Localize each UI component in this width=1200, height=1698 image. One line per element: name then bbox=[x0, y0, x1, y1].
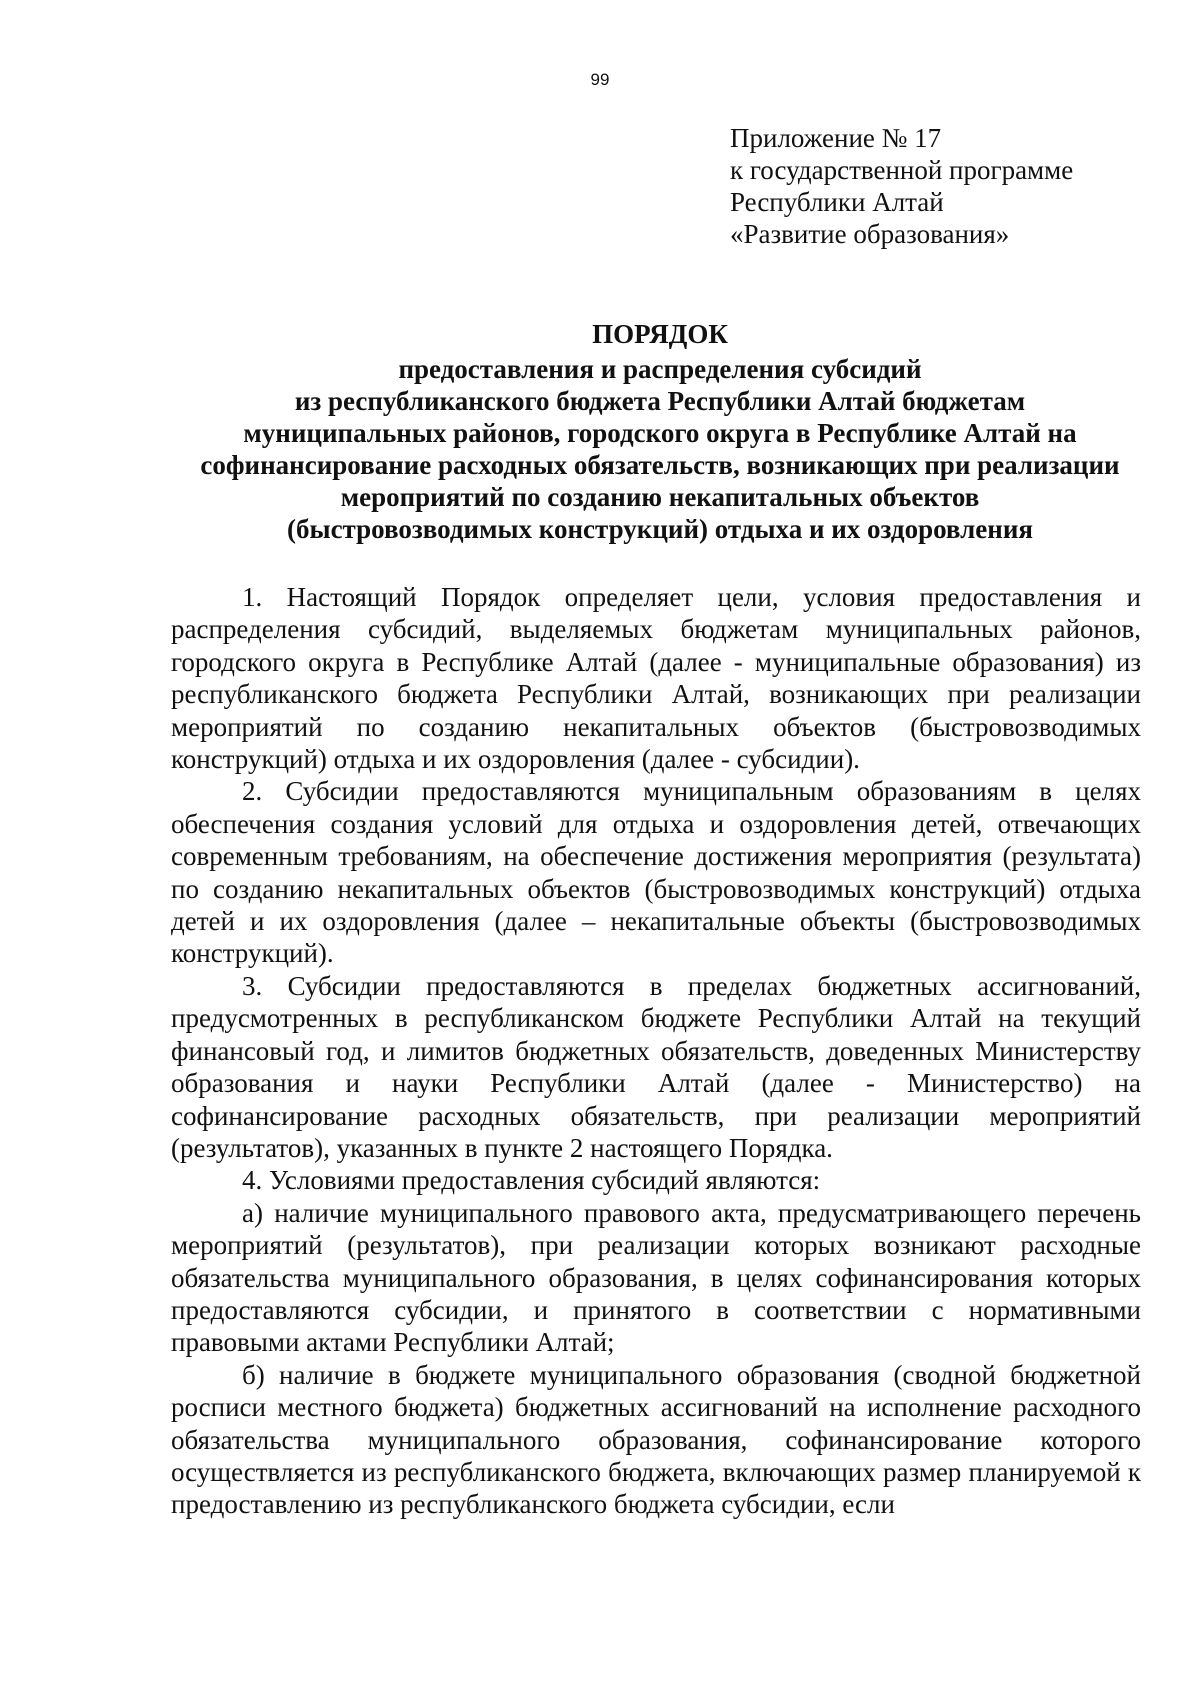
paragraph-4: 4. Условиями предоставления субсидий являются: bbox=[242, 1165, 821, 1196]
title-line: из республиканского бюджета Республики Алтай бюджетам bbox=[294, 386, 1026, 416]
title-line: (быстровозводимых конструкций) отдыха и их оздоровления bbox=[287, 514, 1033, 544]
title-line: предоставления и распределения субсидий bbox=[398, 354, 922, 384]
appendix-line: Республики Алтай bbox=[730, 187, 944, 217]
title-line: мероприятий по созданию некапитальных объектов bbox=[340, 482, 980, 512]
title-line: софинансирование расходных обязательств, возникающих при реализации bbox=[200, 450, 1120, 480]
appendix-line: к государственной программе bbox=[730, 155, 1074, 185]
title-line: муниципальных районов, городского округа в Республике Алтай на bbox=[243, 418, 1077, 448]
title-main: ПОРЯДОК bbox=[592, 319, 728, 349]
appendix-line: «Развитие образования» bbox=[730, 219, 1010, 249]
page-number: 99 bbox=[590, 70, 610, 89]
appendix-header bbox=[730, 122, 1170, 250]
paragraph-4b: б) наличие в бюджете муниципального образования (сводной бюджетной росписи местного бюджета) бюджетных ассигнований на исполнение расходного обязательства муниципального образования, софинансирование которого осуществляется из республиканского бюджета, включающих размер планируемой к предоставлению из республиканского бюджета субсидии, если bbox=[171, 1359, 1141, 1520]
paragraph-4a: а) наличие муниципального правового акта, предусматривающего перечень мероприятий (результатов), при реализации которых возникают расходные обязательства муниципального образования, в целях софинансирования которых предоставляются субсидии, и принятого в соответствии с нормативными правовыми актами Республики Алтай; bbox=[171, 1197, 1141, 1358]
appendix-line: Приложение № 17 bbox=[730, 123, 942, 153]
document-body bbox=[171, 581, 1141, 1521]
document-title bbox=[120, 318, 1200, 545]
paragraph-1: 1. Настоящий Порядок определяет цели, условия предоставления и распределения субсидий, выделяемых бюджетам муниципальных районов, городского округа в Республике Алтай (далее - муниципальные образования) из республиканского бюджета Республики Алтай, возникающих при реализации мероприятий по созданию некапитальных объектов (быстровозводимых конструкций) отдыха и их оздоровления (далее - субсидии). bbox=[171, 582, 1141, 775]
paragraph-3: 3. Субсидии предоставляются в пределах бюджетных ассигнований, предусмотренных в республиканском бюджете Республики Алтай на текущий финансовый год, и лимитов бюджетных обязательств, доведенных Министерству образования и науки Республики Алтай (далее - Министерство) на софинансирование расходных обязательств, при реализации мероприятий (результатов), указанных в пункте 2 настоящего Порядка. bbox=[171, 970, 1141, 1163]
paragraph-2: 2. Субсидии предоставляются муниципальным образованиям в целях обеспечения создания условий для отдыха и оздоровления детей, отвечающих современным требованиям, на обеспечение достижения мероприятия (результата) по созданию некапитальных объектов (быстровозводимых конструкций) отдыха детей и их оздоровления (далее – некапитальные объекты (быстровозводимых конструкций). bbox=[171, 776, 1141, 969]
